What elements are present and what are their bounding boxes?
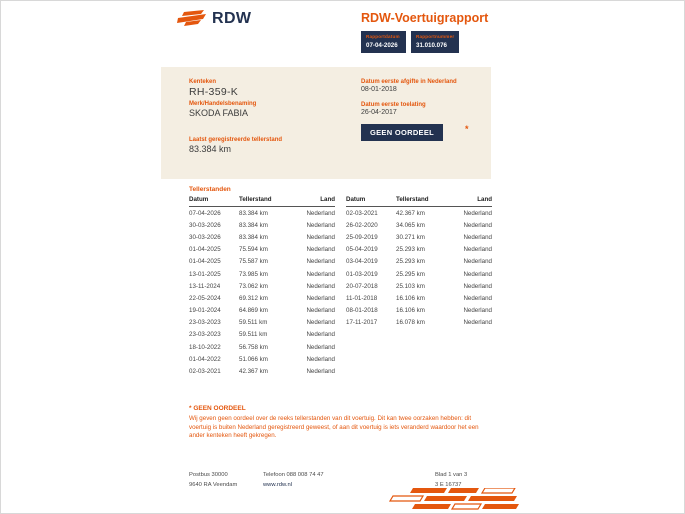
table-cell: Nederland — [306, 233, 335, 241]
table-cell: 30.271 km — [396, 233, 425, 241]
table-cell: 25.103 km — [396, 282, 425, 290]
rdw-logo — [177, 9, 251, 29]
rdw-flag-icon — [177, 9, 207, 29]
table-cell: 01-04-2022 — [189, 355, 221, 363]
kenteken-label: Kenteken — [189, 79, 217, 85]
table-cell: 16.078 km — [396, 319, 425, 327]
table-cell: 64.869 km — [239, 307, 268, 315]
table-cell: Nederland — [306, 294, 335, 302]
decorative-speed-stripes — [385, 488, 525, 514]
table-cell: Nederland — [463, 258, 492, 266]
column-header-land: Land — [458, 194, 492, 207]
table-cell: 11-01-2018 — [346, 294, 378, 302]
table-cell: Nederland — [463, 270, 492, 278]
table-cell: Nederland — [463, 282, 492, 290]
report-date-value: 07-04-2026 — [366, 41, 398, 49]
eerste-afgifte-label: Datum eerste afgifte in Nederland — [361, 79, 457, 85]
tellerstanden-section-title: Tellerstanden — [189, 186, 231, 193]
table-cell: 34.065 km — [396, 221, 425, 229]
table-cell: 03-04-2019 — [346, 258, 378, 266]
table-cell: Nederland — [306, 368, 335, 376]
table-row — [346, 244, 492, 256]
tellerstanden-table-left — [189, 194, 335, 378]
footer-page-number: Blad 1 van 3 — [435, 472, 468, 478]
table-row — [346, 280, 492, 292]
column-header-tellerstand: Tellerstand — [239, 194, 301, 207]
table-header-row — [346, 194, 492, 207]
column-header-datum: Datum — [189, 194, 239, 207]
table-row — [189, 292, 335, 304]
table-cell: 83.384 km — [239, 233, 268, 241]
table-cell: 23-03-2023 — [189, 331, 221, 339]
footnote-title: * GEEN OORDEEL — [189, 405, 246, 412]
table-row — [346, 256, 492, 268]
table-row — [189, 207, 335, 220]
table-cell: 16.106 km — [396, 294, 425, 302]
table-cell: Nederland — [306, 246, 335, 254]
table-cell: 75.594 km — [239, 246, 268, 254]
table-row — [189, 329, 335, 341]
table-row — [346, 317, 492, 329]
table-cell: 01-04-2025 — [189, 246, 221, 254]
eerste-toelating-label: Datum eerste toelating — [361, 102, 426, 108]
table-cell: 20-07-2018 — [346, 282, 378, 290]
table-cell: 16.106 km — [396, 307, 425, 315]
table-row — [346, 219, 492, 231]
table-cell: 73.062 km — [239, 282, 268, 290]
column-header-land: Land — [301, 194, 335, 207]
report-number-badge — [411, 31, 459, 53]
footnote-text: Wij geven geen oordeel over de reeks tellerstanden van dit voertuig. Dit kan twee oorzaken hebben: dit voertuig is buiten Nederland geregistreerd geweest, of aan dit voertuig is iets veranderd waardoor het een ander kenteken heeft gekregen. — [189, 415, 479, 440]
table-cell: 51.066 km — [239, 355, 268, 363]
table-cell: 22-05-2024 — [189, 294, 221, 302]
table-cell: Nederland — [306, 355, 335, 363]
table-row — [346, 231, 492, 243]
table-cell: Nederland — [463, 307, 492, 315]
table-cell: 59.511 km — [239, 331, 268, 339]
report-meta-badges — [361, 31, 459, 53]
footer-contact — [263, 470, 324, 491]
table-cell: Nederland — [306, 209, 335, 217]
merk-value: SKODA FABIA — [189, 108, 249, 118]
table-cell: Nederland — [306, 270, 335, 278]
footer-website-link[interactable]: www.rdw.nl — [263, 482, 292, 489]
kenteken-value: RH-359-K — [189, 86, 239, 98]
table-row — [346, 292, 492, 304]
report-date-label: Rapportdatum — [366, 34, 400, 39]
table-cell: 59.511 km — [239, 319, 268, 327]
table-row — [189, 268, 335, 280]
oordeel-asterisk: * — [465, 124, 469, 134]
table-cell: 25.293 km — [396, 246, 425, 254]
table-row — [189, 341, 335, 353]
footer-phone: Telefoon 088 008 74 47 — [263, 472, 324, 478]
table-row — [189, 353, 335, 365]
table-cell: Nederland — [306, 319, 335, 327]
table-row — [189, 231, 335, 243]
table-cell: Nederland — [463, 294, 492, 302]
speed-stripes-graphic — [385, 488, 525, 512]
table-cell: 26-02-2020 — [346, 221, 378, 229]
table-row — [189, 244, 335, 256]
report-number-value: 31.010.076 — [416, 41, 447, 49]
table-cell: 18-10-2022 — [189, 343, 221, 351]
table-cell: Nederland — [463, 319, 492, 327]
table-cell: 73.985 km — [239, 270, 268, 278]
page-title: RDW-Voertuigrapport — [361, 11, 489, 25]
table-cell: 01-03-2019 — [346, 270, 378, 278]
table-row — [189, 365, 335, 377]
table-cell: 13-11-2024 — [189, 282, 221, 290]
table-cell: 02-03-2021 — [346, 209, 378, 217]
table-cell: 07-04-2026 — [189, 209, 221, 217]
table-header-row — [189, 194, 335, 207]
laatste-tellerstand-value: 83.384 km — [189, 144, 232, 154]
table-row — [189, 317, 335, 329]
table-cell: Nederland — [463, 233, 492, 241]
table-cell: Nederland — [463, 246, 492, 254]
merk-label: Merk/Handelsbenaming — [189, 101, 257, 107]
table-cell: 01-04-2025 — [189, 258, 221, 266]
table-cell: Nederland — [306, 221, 335, 229]
footer-address — [189, 470, 237, 491]
laatste-tellerstand-label: Laatst geregistreerde tellerstand — [189, 137, 283, 143]
table-cell: 13-01-2025 — [189, 270, 221, 278]
table-cell: 69.312 km — [239, 294, 268, 302]
oordeel-status-badge: GEEN OORDEEL — [361, 124, 443, 141]
table-cell: Nederland — [463, 209, 492, 217]
table-cell: Nederland — [306, 282, 335, 290]
vehicle-summary-box — [161, 67, 491, 179]
column-header-datum: Datum — [346, 194, 396, 207]
table-cell: 83.384 km — [239, 209, 268, 217]
table-row — [189, 280, 335, 292]
table-cell: 75.587 km — [239, 258, 268, 266]
table-cell: Nederland — [306, 307, 335, 315]
table-cell: 23-03-2023 — [189, 319, 221, 327]
table-row — [189, 219, 335, 231]
table-cell: 42.367 km — [239, 368, 268, 376]
footer-address-line2: 9640 RA Veendam — [189, 482, 238, 489]
table-cell: 83.384 km — [239, 221, 268, 229]
footer-address-line1: Postbus 30000 — [189, 472, 228, 478]
table-cell: 30-03-2026 — [189, 221, 221, 229]
table-row — [189, 305, 335, 317]
table-row — [346, 268, 492, 280]
table-cell: Nederland — [306, 331, 335, 339]
table-row — [346, 207, 492, 220]
eerste-afgifte-value: 08-01-2018 — [361, 86, 397, 93]
table-cell: 42.367 km — [396, 209, 425, 217]
table-cell: Nederland — [306, 343, 335, 351]
table-cell: 25.295 km — [396, 270, 425, 278]
table-cell: 56.758 km — [239, 343, 268, 351]
rdw-logo-text: RDW — [212, 10, 252, 27]
report-date-badge — [361, 31, 406, 53]
column-header-tellerstand: Tellerstand — [396, 194, 458, 207]
footer-doc-code: 3 E 16737 — [435, 482, 462, 489]
table-row — [346, 305, 492, 317]
table-cell: 19-01-2024 — [189, 307, 221, 315]
table-cell: 17-11-2017 — [346, 319, 378, 327]
report-number-label: Rapportnummer — [416, 34, 455, 39]
eerste-toelating-value: 26-04-2017 — [361, 109, 397, 116]
table-cell: 25.293 km — [396, 258, 425, 266]
table-cell: Nederland — [306, 258, 335, 266]
table-cell: 05-04-2019 — [346, 246, 378, 254]
table-cell: 25-09-2019 — [346, 233, 378, 241]
table-cell: 02-03-2021 — [189, 368, 221, 376]
table-cell: 08-01-2018 — [346, 307, 378, 315]
table-cell: Nederland — [463, 221, 492, 229]
table-cell: 30-03-2026 — [189, 233, 221, 241]
tellerstanden-table-right — [346, 194, 492, 329]
table-row — [189, 256, 335, 268]
